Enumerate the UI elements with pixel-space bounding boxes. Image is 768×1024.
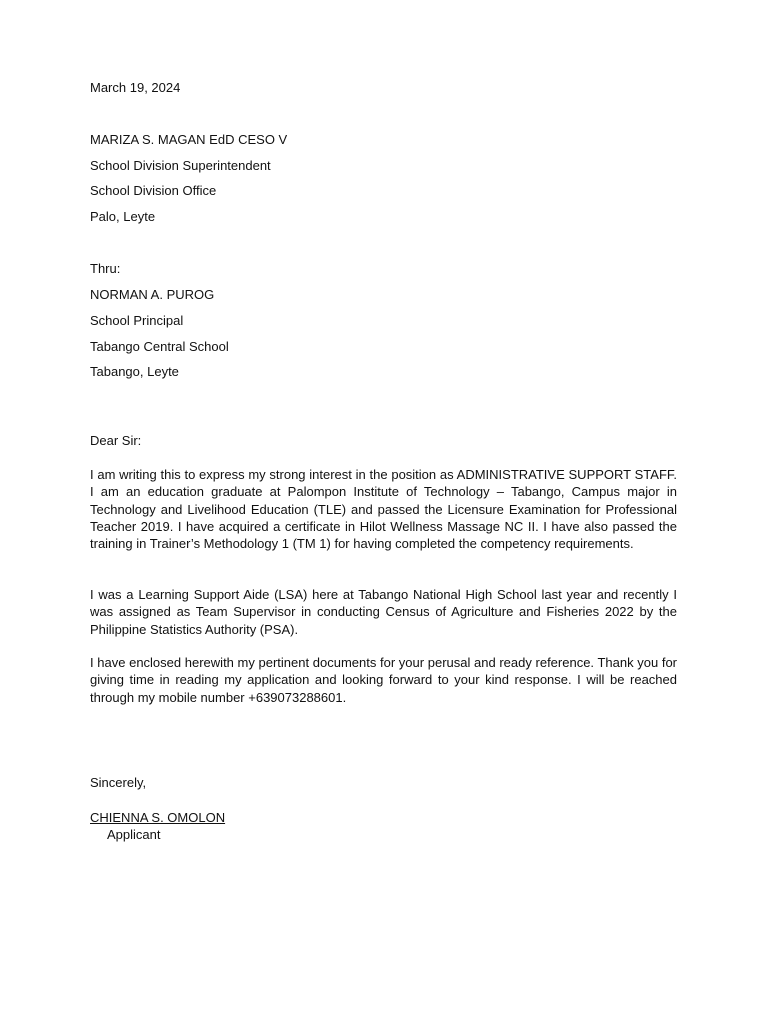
body-paragraph-1: I am writing this to express my strong interest in the position as ADMINISTRATIVE SUPPORT STAFF. I am an education graduate at Palompon Institute of Technology – Tabango, Campus major in Technology and Livelihood Education (TLE) and passed the Licensure Examination for Professional Teacher 2019. I have acquired a certificate in Hilot Wellness Massage NC II. I have also passed the training in Trainer’s Methodology 1 (TM 1) for having completed the competency requirements. bbox=[90, 467, 677, 552]
closing: Sincerely, bbox=[90, 775, 147, 790]
thru-name: NORMAN A. PUROG bbox=[90, 287, 215, 302]
signatory-name: CHIENNA S. OMOLON bbox=[90, 810, 226, 825]
recipient-location: Palo, Leyte bbox=[90, 209, 156, 224]
signatory-role: Applicant bbox=[107, 827, 161, 842]
thru-school: Tabango Central School bbox=[90, 339, 229, 354]
salutation: Dear Sir: bbox=[90, 433, 142, 448]
recipient-name: MARIZA S. MAGAN EdD CESO V bbox=[90, 132, 288, 147]
recipient-office: School Division Office bbox=[90, 183, 217, 198]
thru-location: Tabango, Leyte bbox=[90, 364, 179, 379]
body-paragraph-3: I have enclosed herewith my pertinent documents for your perusal and ready reference. Thank you for giving time in reading my application and looking forward to your kind response. I will be reached through my mobile number +639073288601. bbox=[90, 655, 677, 705]
body-paragraph-2: I was a Learning Support Aide (LSA) here at Tabango National High School last year and recently I was assigned as Team Supervisor in conducting Census of Agriculture and Fisheries 2022 by the Philippine Statistics Authority (PSA). bbox=[90, 587, 677, 637]
letter-date: March 19, 2024 bbox=[90, 80, 181, 95]
thru-title: School Principal bbox=[90, 313, 184, 328]
recipient-title: School Division Superintendent bbox=[90, 158, 271, 173]
thru-label: Thru: bbox=[90, 261, 121, 276]
